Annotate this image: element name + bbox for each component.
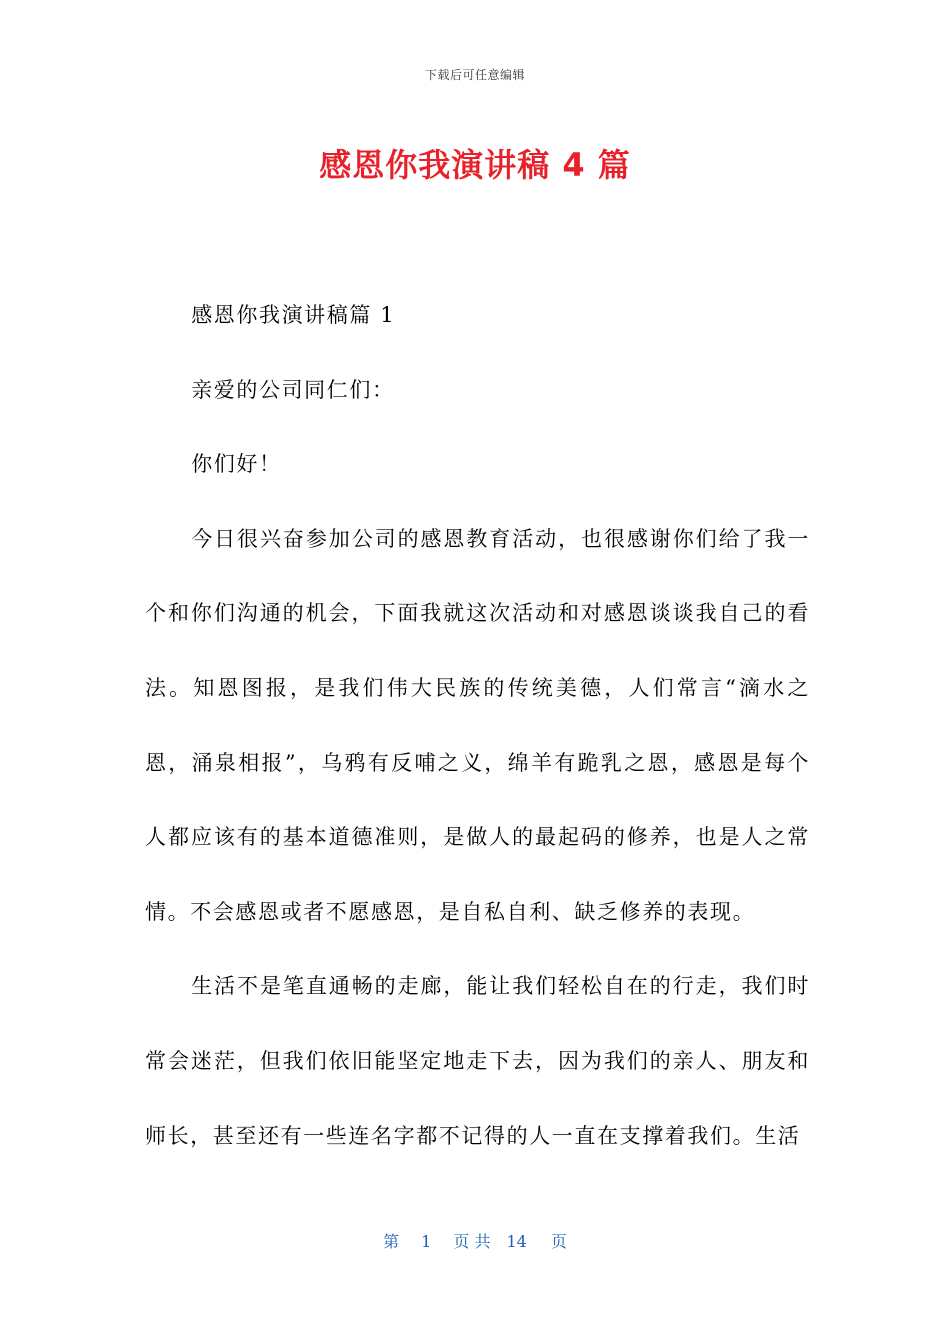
footer-prefix: 第 <box>383 1232 400 1251</box>
footer-middle: 页 共 <box>453 1232 491 1251</box>
footer-page-number: 1 <box>421 1232 432 1251</box>
footer-suffix: 页 <box>550 1232 567 1251</box>
body-paragraph: 生活不是笔直通畅的走廊，能让我们轻松自在的行走，我们时常会迷茫，但我们依旧能坚定地走下去，因为我们的亲人、朋友和师长，甚至还有一些连名字都不记得的人一直在支撑着我们。生活 <box>145 974 810 1148</box>
salutation: 亲爱的公司同仁们： <box>191 377 395 402</box>
greeting: 你们好！ <box>191 452 282 477</box>
footer-total-pages: 14 <box>506 1232 527 1251</box>
header-note: 下载后可任意编辑 <box>424 68 525 82</box>
section-heading: 感恩你我演讲稿篇 1 <box>191 303 396 327</box>
body-paragraph: 今日很兴奋参加公司的感恩教育活动，也很感谢你们给了我一个和你们沟通的机会，下面我就这次活动和对感恩谈谈我自己的看法。知恩图报，是我们伟大民族的传统美德，人们常言“滴水之恩，涌泉相报”，乌鸦有反哺之义，绵羊有跪乳之恩，感恩是每个人都应该有的基本道德准则，是做人的最起码的修养，也是人之常情。不会感恩或者不愿感恩，是自私自利、缺乏修养的表现。 <box>145 526 810 924</box>
document-body <box>145 278 810 1173</box>
page-footer <box>0 1229 950 1252</box>
document-title: 感恩你我演讲稿 4 篇 <box>319 146 631 184</box>
